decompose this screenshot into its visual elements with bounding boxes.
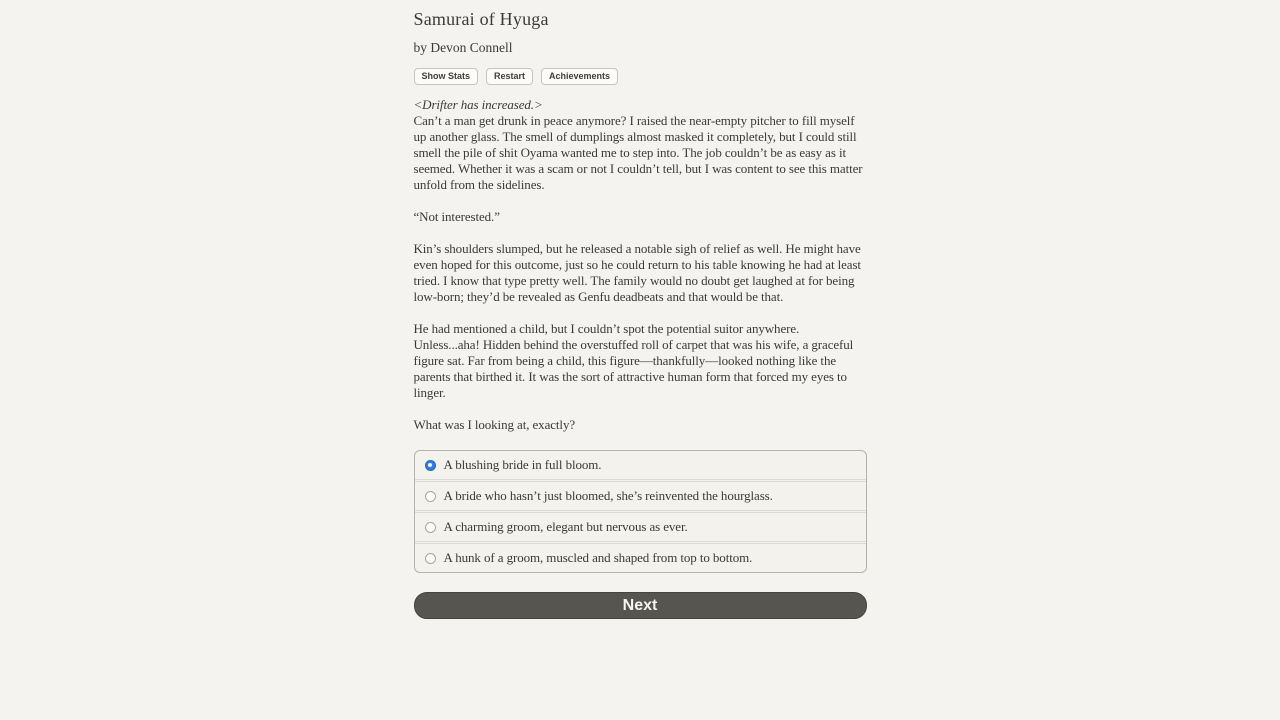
story-question: What was I looking at, exactly? [413,417,576,432]
story-text [414,97,867,433]
story-paragraph: Kin’s shoulders slumped, but he released a notable sigh of relief as well. He might have even hoped for this outcome, just so he could return to his table knowing he had at least tried. I know that type pretty well. The family would no doubt get laughed at for being low-born; they’d be revealed as Genfu deadbeats and that would be that. [413,241,861,304]
story-paragraph: “Not interested.” [413,209,500,224]
restart-button[interactable]: Restart [486,68,533,85]
choice-option-2[interactable] [415,482,866,510]
stat-change-line: <Drifter has increased.> [413,97,543,112]
radio-button-icon[interactable] [425,491,436,502]
choice-option-4[interactable] [415,544,866,572]
choice-option-label: A hunk of a groom, muscled and shaped from top to bottom. [443,550,753,565]
choice-option-label: A blushing bride in full bloom. [443,457,602,472]
author-byline: by Devon Connell [413,40,513,55]
choice-option-3[interactable] [415,513,866,541]
radio-button-icon[interactable] [425,460,436,471]
next-button[interactable]: Next [414,592,867,619]
choice-option-label: A bride who hasn’t just bloomed, she’s reinvented the hourglass. [443,488,773,503]
choice-list [414,450,867,573]
story-paragraph: Can’t a man get drunk in peace anymore? I raised the near-empty pitcher to fill myself up another glass. The smell of dumplings almost masked it completely, but I could still smell the pile of shit Oyama wanted me to step into. The job couldn’t be as easy as it seemed. Whether it was a scam or not I couldn’t tell, but I was content to see this matter unfold from the sidelines. [413,113,863,192]
page-title: Samurai of Hyuga [413,9,549,29]
toolbar [414,68,867,85]
show-stats-button[interactable]: Show Stats [414,68,479,85]
achievements-button[interactable]: Achievements [541,68,618,85]
story-paragraph: He had mentioned a child, but I couldn’t spot the potential suitor anywhere. Unless...aha! Hidden behind the overstuffed roll of carpet that was his wife, a graceful figure sat. Far from being a child, this figure—thankfully—looked nothing like the parents that birthed it. It was the sort of attractive human form that forced my eyes to linger. [413,321,854,400]
choice-option-label: A charming groom, elegant but nervous as ever. [443,519,688,534]
choice-option-1[interactable] [415,451,866,479]
radio-button-icon[interactable] [425,553,436,564]
radio-button-icon[interactable] [425,522,436,533]
game-page [414,0,867,619]
